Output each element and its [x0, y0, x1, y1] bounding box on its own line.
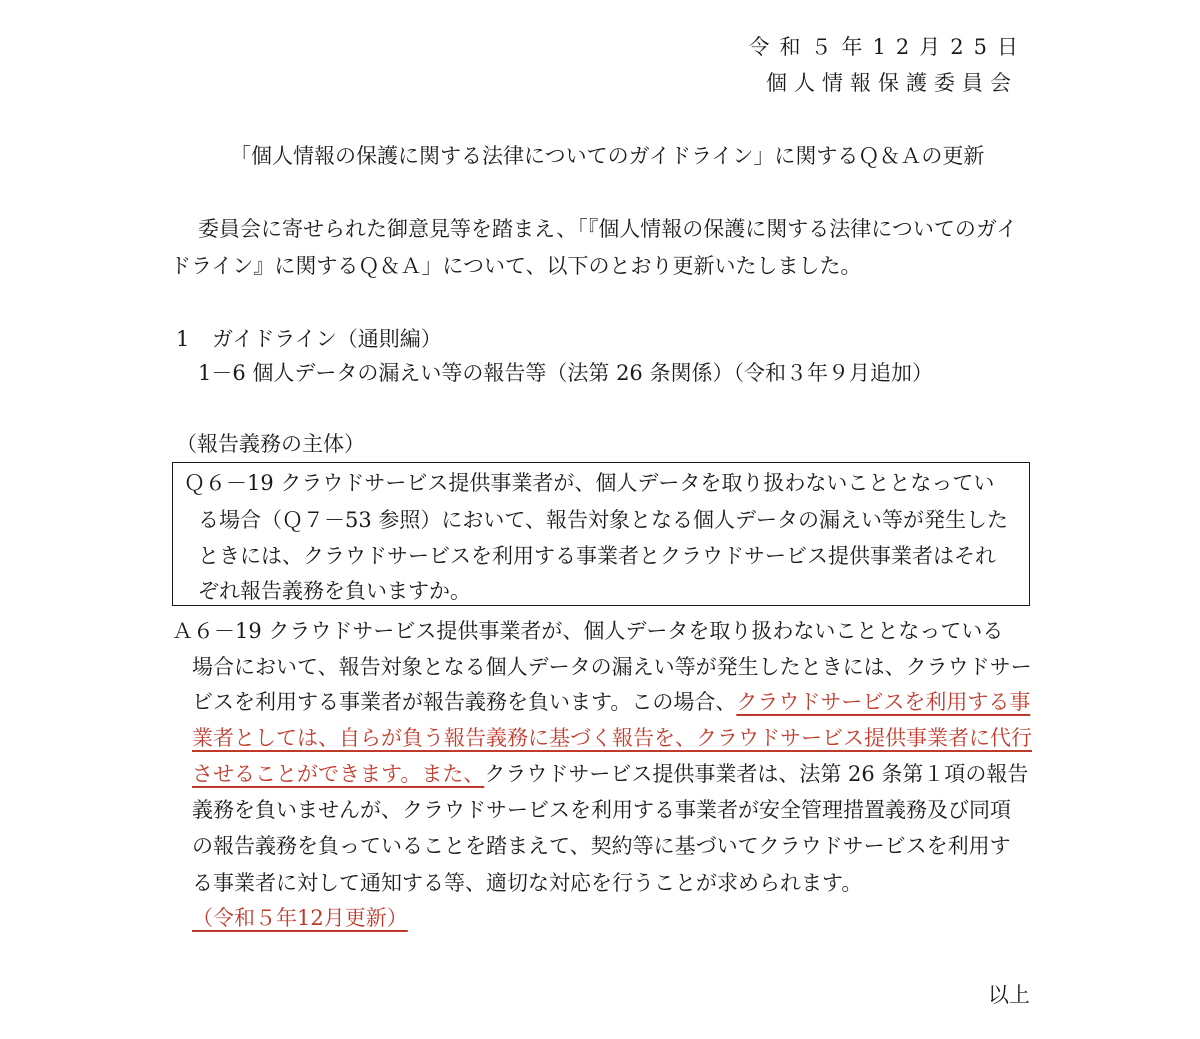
- answer-line-7: の報告義務を負っていることを踏まえて、契約等に基づいてクラウドサービスを利用す: [192, 834, 1011, 858]
- topic-subheading: （報告義務の主体）: [176, 432, 365, 456]
- question-line-1: Ｑ６－19 クラウドサービス提供事業者が、個人データを取り扱わないこととなってい: [184, 471, 995, 495]
- question-line-4: ぞれ報告義務を負いますか。: [198, 579, 471, 603]
- answer-line-8: る事業者に対して通知する等、適切な対応を行うことが求められます。: [192, 871, 863, 895]
- intro-line-1: 委員会に寄せられた御意見等を踏まえ、「『個人情報の保護に関する法律についてのガイ: [198, 217, 1018, 241]
- issuing-organization: 個人情報保護委員会: [766, 71, 1018, 95]
- update-note: [192, 903, 408, 933]
- answer-line-4: [192, 723, 1032, 753]
- document-date: 令和５年12月25日: [748, 35, 1028, 59]
- section-heading: [176, 324, 442, 354]
- question-line-2: る場合（Ｑ７－53 参照）において、報告対象となる個人データの漏えい等が発生した: [198, 508, 1008, 532]
- section-title: ガイドライン（通則編）: [212, 327, 442, 351]
- document-title: 「個人情報の保護に関する法律についてのガイドライン」に関するＱ＆Ａの更新: [230, 144, 985, 168]
- answer-line-3-text: ビスを利用する事業者が報告義務を負います。この場合、: [192, 690, 737, 714]
- update-note-text: （令和５年12月更新）: [192, 906, 408, 930]
- closing-mark: 以上: [988, 983, 1030, 1007]
- answer-line-3: [192, 687, 1030, 717]
- intro-line-2: ドライン』に関するＱ＆Ａ」について、以下のとおり更新いたしました。: [170, 254, 862, 278]
- question-line-3: ときには、クラウドサービスを利用する事業者とクラウドサービス提供事業者はそれ: [198, 544, 996, 568]
- answer-line-5-text: クラウドサービス提供事業者は、法第 26 条第１項の報告: [484, 762, 1029, 786]
- answer-line-5: [192, 759, 1028, 789]
- revised-text: させることができます。また、: [192, 762, 485, 786]
- subsection-heading: 1－6 個人データの漏えい等の報告等（法第 26 条関係）（令和３年９月追加）: [198, 361, 933, 385]
- answer-line-2: 場合において、報告対象となる個人データの漏えい等が発生したときには、クラウドサー: [192, 655, 1032, 679]
- revised-text: クラウドサービスを利用する事: [736, 690, 1031, 714]
- section-number: 1: [176, 327, 190, 351]
- answer-line-1: Ａ６－19 クラウドサービス提供事業者が、個人データを取り扱わないこととなっている: [172, 619, 1004, 643]
- answer-line-6: 義務を負いませんが、クラウドサービスを利用する事業者が安全管理措置義務及び同項: [192, 798, 1011, 822]
- revised-text: 業者としては、自らが負う報告義務に基づく報告を、クラウドサービス提供事業者に代行: [192, 726, 1032, 750]
